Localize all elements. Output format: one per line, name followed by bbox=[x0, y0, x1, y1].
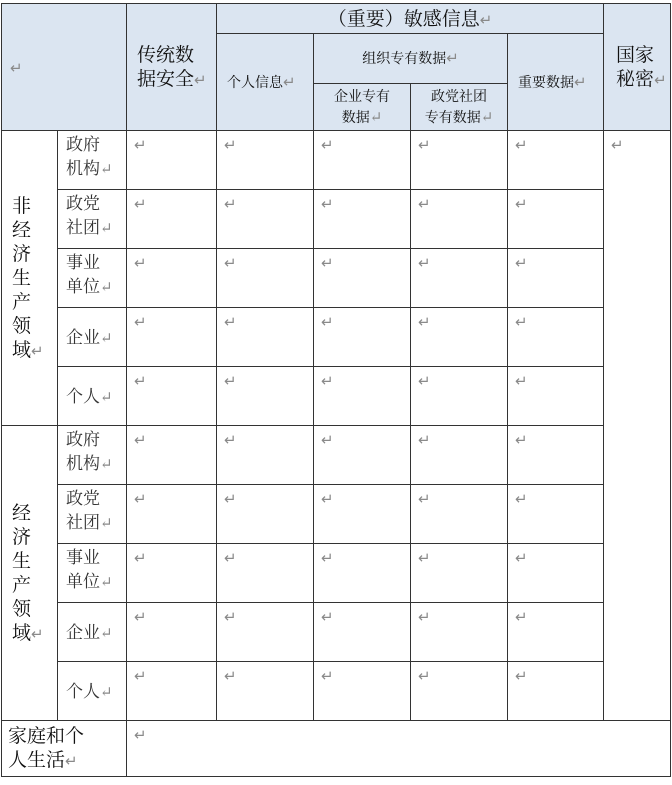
category-line: 单位 bbox=[66, 277, 100, 297]
category-line: 单位 bbox=[66, 572, 100, 592]
return-mark: ↵ bbox=[321, 254, 334, 272]
table-cell bbox=[314, 190, 411, 249]
table-cell bbox=[411, 662, 508, 721]
category-line: 企业 bbox=[66, 623, 100, 643]
return-mark: ↵ bbox=[654, 70, 667, 89]
label-char: 产 bbox=[12, 290, 32, 313]
table-cell bbox=[508, 131, 604, 190]
header-line: 国家 bbox=[616, 43, 655, 66]
return-mark: ↵ bbox=[100, 683, 113, 701]
return-mark: ↵ bbox=[515, 372, 528, 390]
return-mark: ↵ bbox=[480, 107, 494, 126]
table-cell bbox=[127, 662, 217, 721]
table-cell bbox=[217, 485, 314, 544]
table-row bbox=[2, 662, 671, 721]
table-cell bbox=[314, 367, 411, 426]
table-cell bbox=[127, 249, 217, 308]
row-category bbox=[58, 485, 127, 544]
important-data-header bbox=[508, 34, 604, 131]
return-mark: ↵ bbox=[515, 431, 528, 449]
table-cell bbox=[217, 190, 314, 249]
return-mark: ↵ bbox=[134, 667, 147, 685]
table-cell bbox=[314, 308, 411, 367]
label-char: 领 bbox=[12, 597, 32, 620]
table-cell bbox=[508, 603, 604, 662]
return-mark: ↵ bbox=[134, 372, 147, 390]
table-cell bbox=[411, 603, 508, 662]
table-row bbox=[2, 190, 671, 249]
return-mark: ↵ bbox=[418, 313, 431, 331]
table-cell bbox=[411, 131, 508, 190]
category-line: 社团 bbox=[66, 513, 100, 533]
category-line: 机构 bbox=[66, 454, 100, 474]
return-mark: ↵ bbox=[418, 431, 431, 449]
category-line: 个人 bbox=[66, 682, 100, 702]
category-line: 政府 bbox=[66, 430, 100, 450]
table-row bbox=[2, 308, 671, 367]
table-cell bbox=[217, 662, 314, 721]
table-cell bbox=[217, 308, 314, 367]
table-cell bbox=[127, 426, 217, 485]
table-cell bbox=[127, 603, 217, 662]
table-cell bbox=[411, 544, 508, 603]
return-mark: ↵ bbox=[418, 549, 431, 567]
return-mark: ↵ bbox=[134, 254, 147, 272]
table-cell bbox=[411, 367, 508, 426]
org-proprietary-data-header bbox=[314, 34, 508, 84]
return-mark: ↵ bbox=[10, 58, 23, 77]
return-mark: ↵ bbox=[418, 254, 431, 272]
table-cell bbox=[411, 426, 508, 485]
return-mark: ↵ bbox=[224, 136, 237, 154]
table-cell bbox=[411, 190, 508, 249]
return-mark: ↵ bbox=[100, 160, 113, 178]
return-mark: ↵ bbox=[134, 136, 147, 154]
label-char: 域 bbox=[12, 621, 32, 644]
return-mark: ↵ bbox=[321, 313, 334, 331]
family-personal-life-cell bbox=[127, 721, 671, 777]
return-mark: ↵ bbox=[515, 313, 528, 331]
return-mark: ↵ bbox=[418, 136, 431, 154]
party-org-proprietary-data-header bbox=[411, 84, 508, 131]
return-mark: ↵ bbox=[31, 624, 44, 643]
return-mark: ↵ bbox=[224, 667, 237, 685]
label-char: 经 bbox=[12, 218, 32, 241]
label-char: 生 bbox=[12, 266, 32, 289]
table-row bbox=[2, 485, 671, 544]
return-mark: ↵ bbox=[418, 490, 431, 508]
return-mark: ↵ bbox=[321, 431, 334, 449]
return-mark: ↵ bbox=[134, 431, 147, 449]
return-mark: ↵ bbox=[369, 107, 383, 126]
label-char: 领 bbox=[12, 314, 32, 337]
table-row bbox=[2, 131, 671, 190]
row-category bbox=[58, 308, 127, 367]
return-mark: ↵ bbox=[418, 372, 431, 390]
row-category bbox=[58, 544, 127, 603]
header-line: 政党社团 bbox=[431, 88, 488, 105]
table-cell bbox=[508, 662, 604, 721]
return-mark: ↵ bbox=[100, 278, 113, 296]
return-mark: ↵ bbox=[446, 49, 459, 67]
table-cell bbox=[314, 131, 411, 190]
return-mark: ↵ bbox=[224, 608, 237, 626]
table-cell bbox=[127, 485, 217, 544]
header-line: 秘密 bbox=[616, 67, 655, 90]
label-char: 济 bbox=[12, 242, 32, 265]
return-mark: ↵ bbox=[515, 667, 528, 685]
return-mark: ↵ bbox=[321, 195, 334, 213]
personal-info-label: 个人信息 bbox=[227, 74, 284, 91]
category-line: 事业 bbox=[66, 548, 100, 568]
table-cell bbox=[508, 308, 604, 367]
header-line: 企业专有 bbox=[334, 88, 391, 105]
return-mark: ↵ bbox=[515, 549, 528, 567]
section-label-economic bbox=[2, 426, 58, 721]
return-mark: ↵ bbox=[134, 490, 147, 508]
table-cell bbox=[127, 544, 217, 603]
category-line: 政党 bbox=[66, 489, 100, 509]
table-cell bbox=[508, 249, 604, 308]
table-row bbox=[2, 249, 671, 308]
family-personal-life-label bbox=[2, 721, 127, 777]
table-row bbox=[2, 721, 671, 777]
table-row bbox=[2, 367, 671, 426]
table-cell bbox=[508, 190, 604, 249]
table-cell bbox=[314, 603, 411, 662]
header-line: 数据 bbox=[341, 109, 370, 126]
return-mark: ↵ bbox=[224, 195, 237, 213]
section-label-non-economic bbox=[2, 131, 58, 426]
return-mark: ↵ bbox=[515, 136, 528, 154]
return-mark: ↵ bbox=[31, 341, 44, 360]
return-mark: ↵ bbox=[100, 388, 113, 406]
return-mark: ↵ bbox=[224, 431, 237, 449]
row-category bbox=[58, 249, 127, 308]
return-mark: ↵ bbox=[418, 195, 431, 213]
table-cell bbox=[314, 426, 411, 485]
return-mark: ↵ bbox=[100, 624, 113, 642]
return-mark: ↵ bbox=[224, 549, 237, 567]
table-row bbox=[2, 544, 671, 603]
sensitive-info-header bbox=[217, 4, 604, 34]
return-mark: ↵ bbox=[515, 254, 528, 272]
return-mark: ↵ bbox=[134, 313, 147, 331]
category-line: 企业 bbox=[66, 328, 100, 348]
return-mark: ↵ bbox=[515, 608, 528, 626]
return-mark: ↵ bbox=[100, 514, 113, 532]
return-mark: ↵ bbox=[321, 608, 334, 626]
org-proprietary-data-label: 组织专有数据 bbox=[362, 51, 447, 67]
header-line: 专有数据 bbox=[424, 109, 481, 126]
state-secrets-column bbox=[604, 131, 671, 721]
sensitive-info-title: （重要）敏感信息 bbox=[327, 7, 480, 30]
return-mark: ↵ bbox=[515, 490, 528, 508]
table-cell bbox=[127, 131, 217, 190]
table-cell bbox=[508, 544, 604, 603]
table-cell bbox=[217, 426, 314, 485]
label-char: 生 bbox=[12, 549, 32, 572]
table-cell bbox=[508, 367, 604, 426]
table-cell bbox=[217, 603, 314, 662]
return-mark: ↵ bbox=[515, 195, 528, 213]
return-mark: ↵ bbox=[100, 329, 113, 347]
return-mark: ↵ bbox=[418, 667, 431, 685]
table-row bbox=[2, 426, 671, 485]
category-line: 机构 bbox=[66, 159, 100, 179]
header-line: 据安全 bbox=[137, 67, 195, 90]
label-char: 经 bbox=[12, 501, 32, 524]
return-mark: ↵ bbox=[224, 254, 237, 272]
row-category bbox=[58, 603, 127, 662]
table-cell bbox=[127, 190, 217, 249]
return-mark: ↵ bbox=[134, 608, 147, 626]
category-line: 政府 bbox=[66, 135, 100, 155]
row-category bbox=[58, 367, 127, 426]
header-line: 传统数 bbox=[137, 43, 195, 66]
table-cell bbox=[314, 485, 411, 544]
table-cell bbox=[127, 367, 217, 426]
table-cell bbox=[127, 308, 217, 367]
return-mark: ↵ bbox=[418, 608, 431, 626]
return-mark: ↵ bbox=[321, 490, 334, 508]
return-mark: ↵ bbox=[194, 70, 207, 89]
corner-cell bbox=[2, 4, 127, 131]
return-mark: ↵ bbox=[224, 490, 237, 508]
traditional-data-security-header bbox=[127, 4, 217, 131]
data-security-classification-table bbox=[1, 3, 671, 777]
return-mark: ↵ bbox=[574, 72, 587, 91]
table-cell bbox=[217, 249, 314, 308]
table-cell bbox=[411, 485, 508, 544]
category-line: 事业 bbox=[66, 253, 100, 273]
return-mark: ↵ bbox=[134, 195, 147, 213]
return-mark: ↵ bbox=[611, 136, 624, 154]
label-char: 非 bbox=[12, 194, 32, 217]
row-category bbox=[58, 190, 127, 249]
label-char: 济 bbox=[12, 525, 32, 548]
table-cell bbox=[314, 662, 411, 721]
table-cell bbox=[508, 426, 604, 485]
table-row bbox=[2, 603, 671, 662]
important-data-label: 重要数据 bbox=[518, 74, 575, 91]
row-category bbox=[58, 426, 127, 485]
return-mark: ↵ bbox=[321, 549, 334, 567]
table-cell bbox=[314, 544, 411, 603]
label-char: 域 bbox=[12, 338, 32, 361]
table-cell bbox=[217, 544, 314, 603]
row-category bbox=[58, 662, 127, 721]
return-mark: ↵ bbox=[321, 667, 334, 685]
return-mark: ↵ bbox=[321, 136, 334, 154]
table-cell bbox=[411, 308, 508, 367]
table-cell bbox=[217, 131, 314, 190]
personal-info-header bbox=[217, 34, 314, 131]
table-cell bbox=[508, 485, 604, 544]
enterprise-proprietary-data-header bbox=[314, 84, 411, 131]
row-category bbox=[58, 131, 127, 190]
return-mark: ↵ bbox=[224, 372, 237, 390]
table-cell bbox=[411, 249, 508, 308]
return-mark: ↵ bbox=[224, 313, 237, 331]
return-mark: ↵ bbox=[321, 372, 334, 390]
category-line: 社团 bbox=[66, 218, 100, 238]
return-mark: ↵ bbox=[134, 726, 147, 744]
state-secrets-header bbox=[604, 4, 671, 131]
footer-label-line: 家庭和个 bbox=[8, 725, 85, 747]
return-mark: ↵ bbox=[479, 10, 493, 29]
return-mark: ↵ bbox=[100, 219, 113, 237]
return-mark: ↵ bbox=[134, 549, 147, 567]
footer-label-line: 人生活 bbox=[8, 749, 66, 771]
label-char: 产 bbox=[12, 573, 32, 596]
return-mark: ↵ bbox=[65, 752, 78, 770]
table-cell bbox=[314, 249, 411, 308]
category-line: 政党 bbox=[66, 194, 100, 214]
return-mark: ↵ bbox=[283, 72, 296, 91]
return-mark: ↵ bbox=[100, 573, 113, 591]
category-line: 个人 bbox=[66, 387, 100, 407]
table-cell bbox=[217, 367, 314, 426]
return-mark: ↵ bbox=[100, 455, 113, 473]
